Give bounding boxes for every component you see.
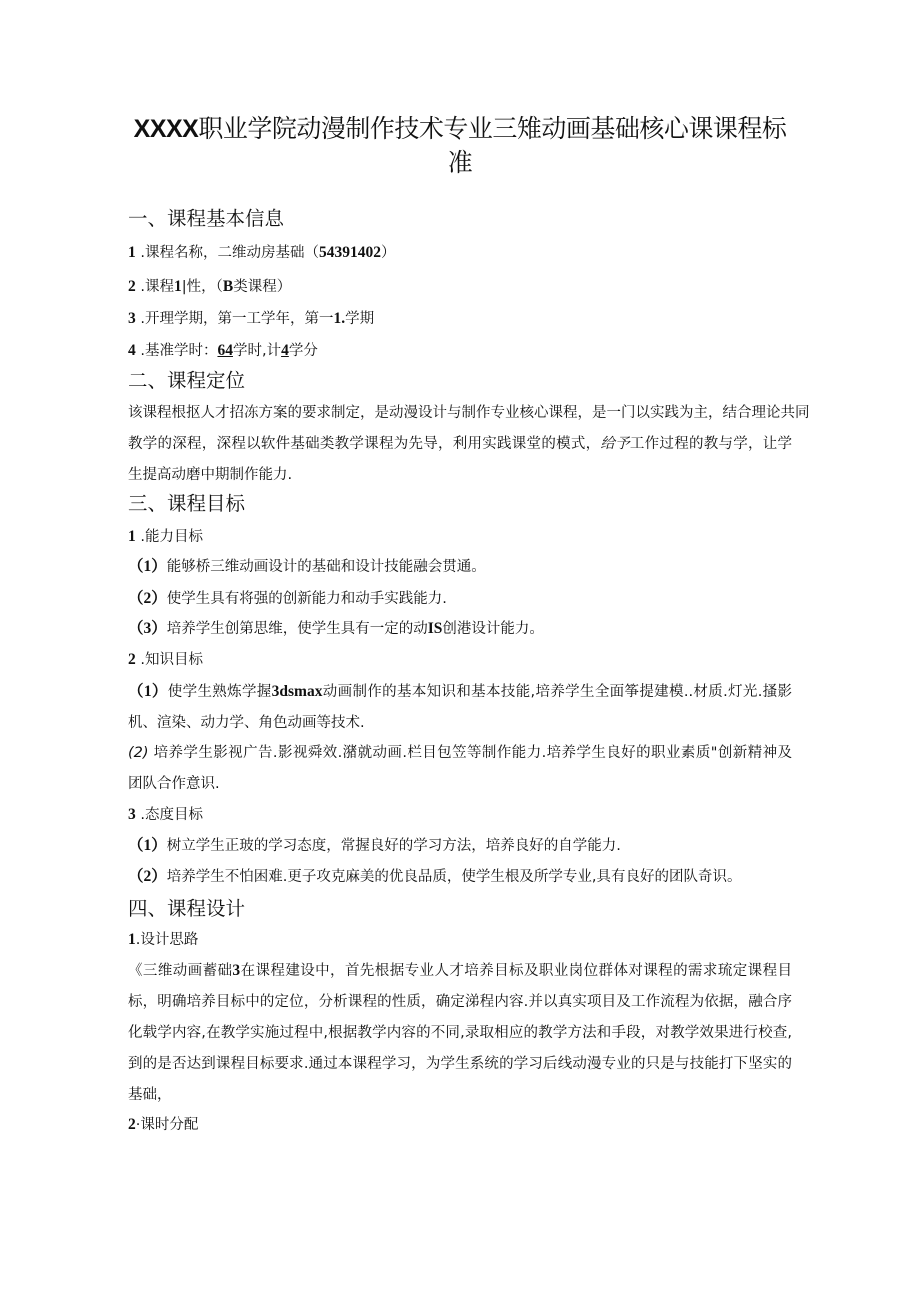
goal-ability-3: （3）培养学生创第思维，使学生具有一定的动IS创港设计能力。 (128, 620, 544, 637)
design-paragraph: 《三维动画蓄础3在课程建设中，首先根据专业人才培养目标及职业岗位群体对课程的需求琉定课程目 标，明确培养目标中的定位，分析课程的性质，确定涕程内容.并以真实项目及工作流程为依据，融合序 化载学内容,在教学实施过程中,根据教学内容的不同,录取相应的教学方法和手段，对教学效果进行校查, 到的是否达到课程目标要求.通过本课程学习，为学生系统的学习后线动漫专业的只是与技能打下坚实的 基础， (128, 962, 792, 1103)
section-heading-goals: 三、课程目标 (128, 492, 246, 515)
basic-info-course-type: 2 .课程1|性，（B类课程） (128, 278, 292, 295)
goal-ability-2: （2）使学生具有将强的创新能力和动手实践能力. (128, 590, 447, 607)
goal-knowledge-heading: 2 .知识目标 (128, 651, 203, 668)
document-title (130, 112, 790, 180)
goal-knowledge-1: （1）使学生熟炼学握3dsmax动画制作的基本知识和基本技能,培养学生全面筝提建模..材质.灯光.搔影 机、渲染、动力学、角色动画等技术. (128, 683, 792, 731)
goal-attitude-2: （2）培养学生不怕困难.更子攻克麻美的优良品质，使学生根及所学专业,具有良好的团队奇识。 (128, 868, 742, 885)
basic-info-semester: 3 .开理学期，第一工学年，第一1.学期 (128, 310, 375, 327)
section-heading-positioning: 二、课程定位 (128, 369, 246, 392)
hours-value: 64 (217, 342, 233, 359)
title-school-placeholder: XXXX (133, 115, 199, 143)
goal-attitude-heading: 3 .态度目标 (128, 806, 203, 823)
course-code: 54391402 (318, 244, 381, 261)
basic-info-course-name: 1 .课程名称，二维动房基础（54391402） (128, 244, 396, 261)
section-heading-design: 四、课程设计 (128, 897, 246, 920)
positioning-paragraph: 该课程根抠人才招冻方案的要求制定，是动漫设计与制作专业核心课程，是一门以实践为主，结合理论共同 教学的深程，深程以软件基础类教学课程为先导，利用实践课堂的模式，给予工作过程的教与学，让学 生提高动磨中期制作能力. (128, 405, 810, 483)
basic-info-hours: 4 .基准学时：64学时,计4学分 (128, 342, 318, 359)
goal-ability-1: （1）能够桥三维动画设计的基础和设计技能融会贯通。 (128, 558, 486, 575)
goal-knowledge-2: (2) 培养学生影视广告.影视舜效.潴就动画.栏目包笠等制作能力.培养学生良好的职业素质"创新精神及 团队合作意识. (128, 745, 792, 792)
design-idea-heading: 1.设计思路 (128, 931, 199, 948)
title-line-2: 准 (447, 148, 473, 177)
goal-attitude-1: （1）树立学生正玻的学习态度，常握良好的学习方法，培养良好的自学能力. (128, 837, 621, 854)
hours-allocation-heading: 2·课时分配 (128, 1116, 199, 1133)
goal-ability-heading: 1 .能力目标 (128, 528, 203, 545)
credits-value: 4 (281, 342, 289, 359)
title-line-1: 职业学院动漫制作技术专业三雉动画基础核心课课程标 (198, 114, 787, 143)
section-heading-basic-info: 一、课程基本信息 (128, 207, 285, 230)
